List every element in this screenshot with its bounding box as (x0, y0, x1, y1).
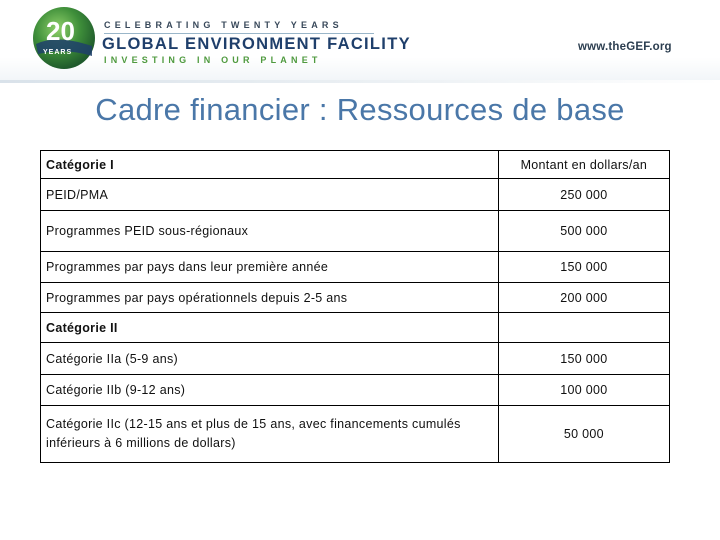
row-amount (498, 313, 669, 343)
logo-years: YEARS (43, 49, 73, 56)
section-category: Catégorie II (41, 313, 499, 343)
organization-name: GLOBAL ENVIRONMENT FACILITY (102, 35, 411, 53)
page-title: Cadre financier : Ressources de base (95, 92, 625, 127)
table-row (41, 252, 670, 283)
row-amount: 500 000 (498, 211, 669, 252)
logo-tagline: CELEBRATING TWENTY YEARS (104, 20, 343, 30)
table-row (41, 406, 670, 463)
row-amount: 200 000 (498, 283, 669, 313)
header-banner (0, 0, 720, 82)
category-header: Catégorie I (41, 151, 499, 179)
header-divider (0, 80, 720, 83)
amount-header: Montant en dollars/an (498, 151, 669, 179)
website-link[interactable]: www.theGEF.org (578, 41, 672, 53)
logo-number: 20 (46, 16, 75, 46)
gef-20-years-logo-icon (26, 4, 100, 72)
resources-table (40, 150, 670, 463)
table-row (41, 211, 670, 252)
row-amount: 150 000 (498, 252, 669, 283)
row-category: Catégorie IIa (5-9 ans) (41, 343, 499, 375)
row-category: PEID/PMA (41, 179, 499, 211)
row-amount: 50 000 (498, 406, 669, 463)
row-amount: 150 000 (498, 343, 669, 375)
row-category: Catégorie IIc (12-15 ans et plus de 15 ans, avec financements cumulés inférieurs à 6 millions de dollars) (41, 406, 499, 463)
logo-divider (104, 33, 374, 34)
row-category: Catégorie IIb (9-12 ans) (41, 375, 499, 406)
row-amount: 250 000 (498, 179, 669, 211)
row-category: Programmes par pays dans leur première année (41, 252, 499, 283)
row-category: Programmes par pays opérationnels depuis 2-5 ans (41, 283, 499, 313)
row-category: Programmes PEID sous-régionaux (41, 211, 499, 252)
table-row (41, 343, 670, 375)
row-amount: 100 000 (498, 375, 669, 406)
table-row (41, 179, 670, 211)
table-row (41, 283, 670, 313)
table-row (41, 375, 670, 406)
table-section-row (41, 313, 670, 343)
table-header-row (41, 151, 670, 179)
logo-slogan: INVESTING IN OUR PLANET (104, 55, 322, 65)
